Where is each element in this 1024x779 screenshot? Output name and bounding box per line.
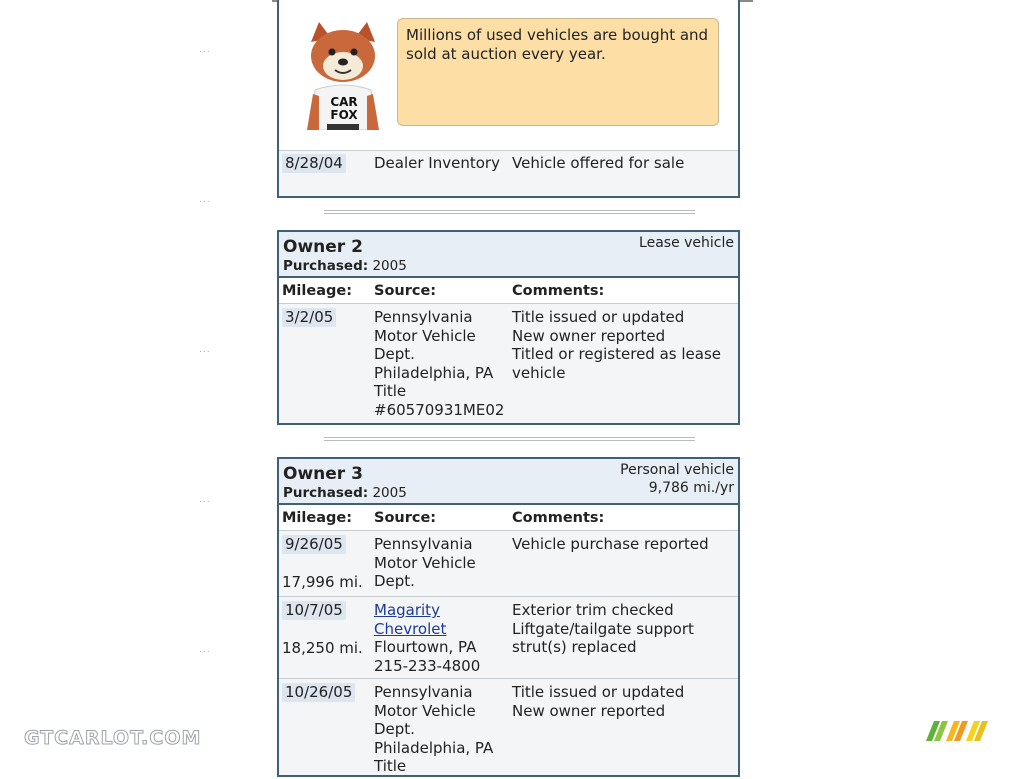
- side-mark: ...: [199, 345, 211, 355]
- record-comments: Title issued or updated New owner reported: [512, 683, 685, 720]
- record-row: [279, 150, 738, 195]
- owner-header: [279, 232, 738, 278]
- column-mileage: Mileage:: [282, 283, 353, 299]
- side-mark: ...: [199, 495, 211, 505]
- owner-header: [279, 459, 738, 505]
- record-mileage: 17,996 mi.: [282, 573, 363, 591]
- dealer-link[interactable]: Magarity: [374, 601, 440, 619]
- record-source: Magarity Chevrolet Flourtown, PA 215-233-4800: [374, 601, 506, 675]
- record-source: Pennsylvania Motor Vehicle Dept. Philadelphia, PA Title: [374, 683, 494, 775]
- record-comments: Vehicle purchase reported: [512, 535, 709, 553]
- record-row: [279, 304, 738, 423]
- watermark-logo: GTCARLOT.COM: [24, 727, 202, 749]
- column-header-row: [279, 278, 738, 304]
- owner-3-panel: [277, 457, 740, 777]
- record-row: [279, 596, 738, 678]
- column-header-row: [279, 505, 738, 531]
- carfox-shirt-text: CAR FOX: [330, 95, 358, 122]
- record-mileage: 18,250 mi.: [282, 639, 363, 657]
- record-date: 3/2/05: [282, 308, 336, 327]
- side-mark: ...: [199, 645, 211, 655]
- side-mark: ...: [199, 195, 211, 205]
- record-date: 10/26/05: [282, 683, 355, 702]
- record-source: Pennsylvania Motor Vehicle Dept.: [374, 535, 476, 590]
- section-divider: [324, 210, 695, 214]
- record-date: 9/26/05: [282, 535, 346, 554]
- record-comments: Title issued or updated New owner reported Titled or registered as lease vehicle: [512, 308, 721, 382]
- section-divider: [324, 437, 695, 441]
- column-source: Source:: [374, 510, 437, 526]
- column-comments: Comments:: [512, 510, 605, 526]
- carfox-speech-bubble: Millions of used vehicles are bought and sold at auction every year.: [397, 18, 719, 126]
- owner-type: Lease vehicle: [639, 235, 734, 251]
- stripes-logo-icon: [920, 721, 1000, 741]
- owner-title: Owner 2: [283, 237, 363, 257]
- dealer-link[interactable]: Chevrolet: [374, 619, 447, 638]
- owner-title: Owner 3: [283, 464, 363, 484]
- record-row: [279, 678, 738, 779]
- purchased-info: Purchased: 2005: [283, 485, 407, 501]
- carfox-tip-area: [279, 0, 738, 150]
- column-mileage: Mileage:: [282, 510, 353, 526]
- purchased-info: Purchased: 2005: [283, 258, 407, 274]
- record-row: [279, 531, 738, 595]
- side-mark: ...: [199, 45, 211, 55]
- record-comments: Exterior trim checked Liftgate/tailgate support strut(s) replaced: [512, 601, 694, 656]
- record-date: 8/28/04: [282, 154, 346, 173]
- record-date: 10/7/05: [282, 601, 346, 620]
- owner-type: Personal vehicle 9,786 mi./yr: [620, 462, 734, 496]
- column-source: Source:: [374, 283, 437, 299]
- record-comment: Vehicle offered for sale: [512, 154, 685, 172]
- record-source: Pennsylvania Motor Vehicle Dept. Philadelphia, PA Title #60570931ME02: [374, 308, 505, 419]
- owner-2-panel: [277, 230, 740, 425]
- record-source: Dealer Inventory: [374, 154, 500, 172]
- column-comments: Comments:: [512, 283, 605, 299]
- owner-1-panel: [277, 0, 740, 198]
